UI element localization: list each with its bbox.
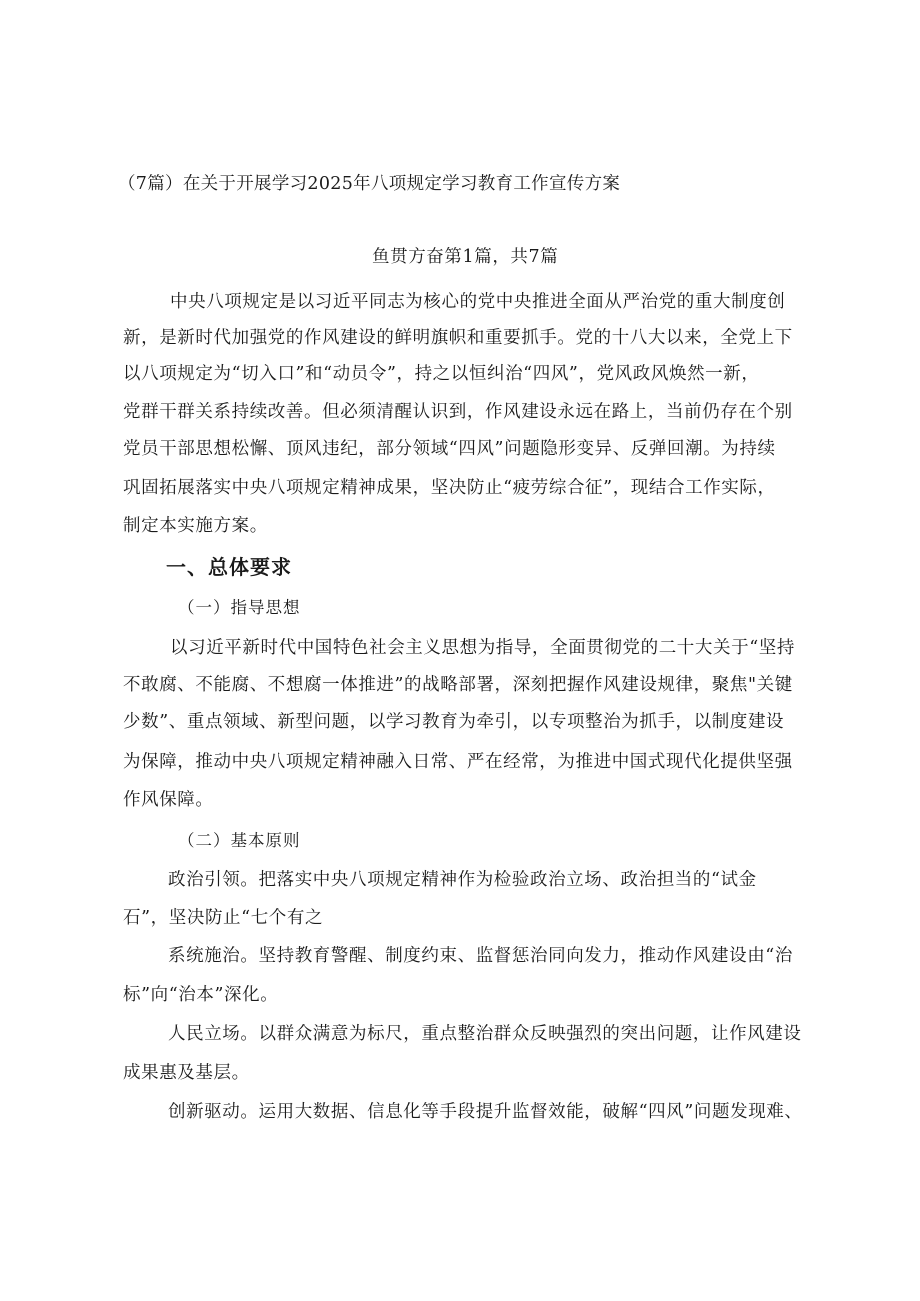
guiding-line: 作风保障。 xyxy=(123,790,214,810)
principle-line: 系统施治。坚持教育警醒、制度约束、监督惩治同向发力，推动作风建设由“治 xyxy=(168,946,793,966)
intro-line: 党群干群关系持续改善。但必须清醒认识到，作风建设永远在路上，当前仍存在个别 xyxy=(123,402,793,422)
guiding-line: 少数”、重点领域、新型问题，以学习教育为牵引，以专项整治为抓手，以制度建设 xyxy=(123,712,785,732)
document-subtitle: 鱼贯方奋第1篇，共7篇 xyxy=(372,247,559,267)
intro-line: 党员干部思想松懈、顶风违纪，部分领域“四风”问题隐形变异、反弹回潮。为持续 xyxy=(123,439,776,459)
subsection-heading: （二）基本原则 xyxy=(178,831,301,850)
intro-line: 新，是新时代加强党的作风建设的鲜明旗帜和重要抓手。党的十八大以来，全党上下 xyxy=(123,328,793,348)
intro-line: 巩固拓展落实中央八项规定精神成果，坚决防止“疲劳综合征”，现结合工作实际， xyxy=(123,478,776,498)
principle-line: 人民立场。以群众满意为标尺，重点整治群众反映强烈的突出问题，让作风建设 xyxy=(168,1024,802,1044)
principle-line: 石”，坚决防止“七个有之 xyxy=(123,908,324,928)
intro-line: 制定本实施方案。 xyxy=(123,516,268,536)
guiding-line: 以习近平新时代中国特色社会主义思想为指导，全面贯彻党的二十大关于“坚持 xyxy=(170,638,795,658)
guiding-line: 为保障，推动中央八项规定精神融入日常、严在经常，为推进中国式现代化提供坚强 xyxy=(123,752,793,772)
document-title: （7篇）在关于开展学习2025年八项规定学习教育工作宣传方案 xyxy=(118,174,621,194)
subsection-heading: （一）指导思想 xyxy=(178,598,301,617)
principle-line: 政治引领。把落实中央八项规定精神作为检验政治立场、政治担当的“试金 xyxy=(168,870,757,890)
section-heading: 一、总体要求 xyxy=(166,555,292,579)
principle-line: 标”向“治本”深化。 xyxy=(123,985,279,1005)
principle-line: 创新驱动。运用大数据、信息化等手段提升监督效能，破解“四风”问题发现难、 xyxy=(168,1102,803,1122)
principle-line: 成果惠及基层。 xyxy=(123,1063,250,1083)
intro-line: 中央八项规定是以习近平同志为核心的党中央推进全面从严治党的重大制度创 xyxy=(170,292,786,312)
guiding-line: 不敢腐、不能腐、不想腐一体推进”的战略部署，深刻把握作风建设规律，聚焦"关键 xyxy=(123,675,793,695)
intro-line: 以八项规定为“切入口”和“动员令”，持之以恒纠治“四风”，党风政风焕然一新， xyxy=(123,364,760,384)
